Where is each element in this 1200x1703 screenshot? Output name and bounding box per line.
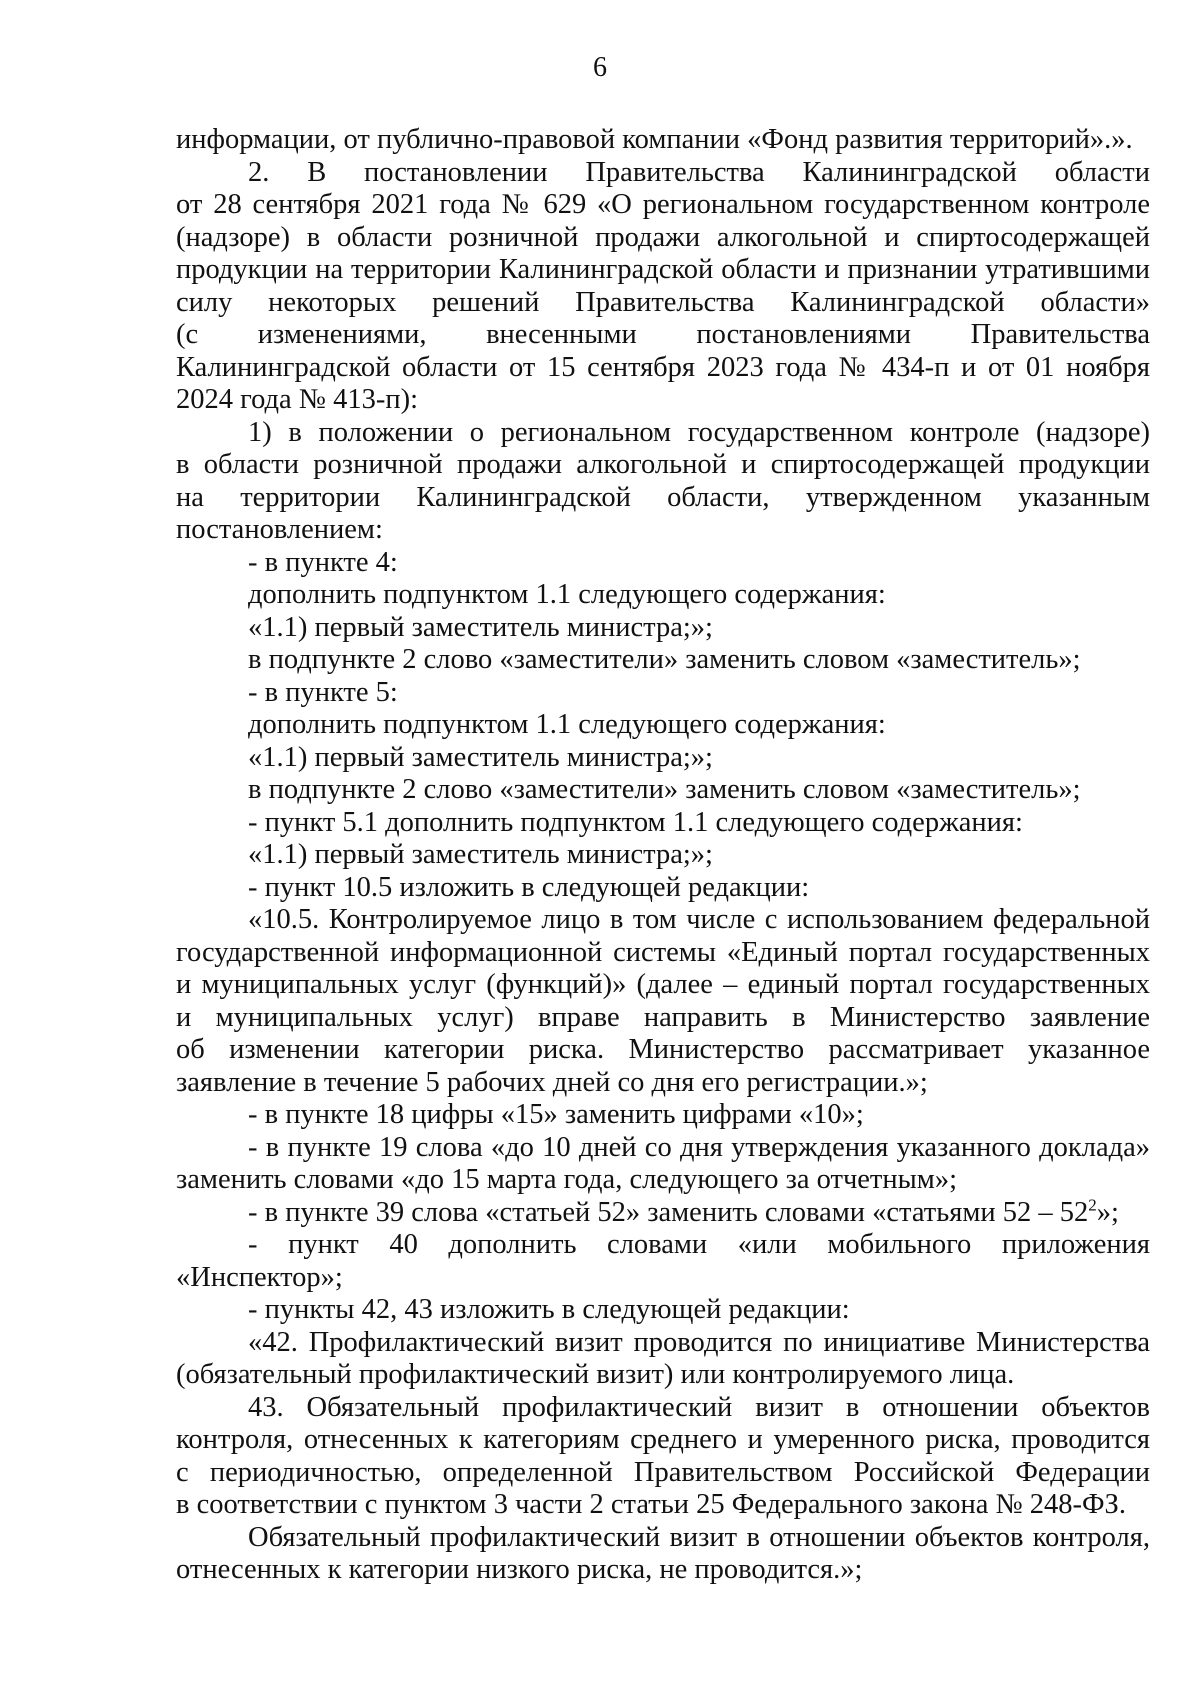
text-line: заменить словами «до 15 марта года, следующего за отчетным»; (176, 1164, 957, 1195)
text-line: - пункт 40 дополнить словами «или мобильного приложения (248, 1229, 1150, 1260)
text-line-with-superscript (176, 1197, 1150, 1230)
text-line: «1.1) первый заместитель министра;»; (248, 611, 713, 643)
text-line: постановлением: (176, 514, 383, 545)
text-line: в подпункте 2 слово «заместители» заменить словом «заместитель»; (248, 644, 1081, 675)
text-line: государственной информационной системы «Единый портал государственных (176, 936, 1150, 968)
text-line: 43. Обязательный профилактический визит в отношении объектов (248, 1391, 1150, 1423)
text-line: отнесенных к категории низкого риска, не проводится.»; (176, 1554, 863, 1585)
text-line: - в пункте 18 цифры «15» заменить цифрами «10»; (248, 1099, 864, 1130)
text-line: контроля, отнесенных к категориям среднего и умеренного риска, проводится (176, 1424, 1150, 1455)
text-line: 2. В постановлении Правительства Калининградской области (248, 156, 1150, 188)
text-segment: »; (1096, 1196, 1119, 1228)
text-line: в подпункте 2 слово «заместители» заменить словом «заместитель»; (248, 774, 1081, 805)
text-line: - в пункте 4: (248, 546, 398, 578)
text-line: Обязательный профилактический визит в отношении объектов контроля, (248, 1521, 1150, 1553)
text-line: 1) в положении о региональном государственном контроле (надзоре) (248, 416, 1150, 448)
text-line: и муниципальных услуг) вправе направить в Министерство заявление (176, 1001, 1150, 1033)
text-line: - пункт 10.5 изложить в следующей редакции: (248, 871, 810, 903)
text-line: продукции на территории Калининградской области и признании утратившими (176, 254, 1150, 285)
text-line: (надзоре) в области розничной продажи алкогольной и спиртосодержащей (176, 221, 1150, 253)
text-line: и муниципальных услуг (функций)» (далее – единый портал государственных (176, 969, 1150, 1000)
superscript: 2 (1088, 1195, 1097, 1214)
text-line: (обязательный профилактический визит) или контролируемого лица. (176, 1359, 1015, 1390)
text-line: - в пункте 5: (248, 676, 398, 708)
text-line: «1.1) первый заместитель министра;»; (248, 741, 713, 773)
document-body (176, 124, 1150, 1587)
text-line: силу некоторых решений Правительства Калининградской области» (176, 286, 1150, 318)
text-line: - пункты 42, 43 изложить в следующей редакции: (248, 1294, 850, 1325)
text-line: «Инспектор»; (176, 1261, 343, 1293)
text-line: - пункт 5.1 дополнить подпунктом 1.1 следующего содержания: (248, 806, 1023, 838)
text-line: дополнить подпунктом 1.1 следующего содержания: (248, 709, 886, 740)
text-line: с периодичностью, определенной Правительством Российской Федерации (176, 1456, 1150, 1488)
text-line: «42. Профилактический визит проводится по инициативе Министерства (248, 1326, 1150, 1358)
page-number: 6 (593, 52, 607, 83)
text-line: на территории Калининградской области, утвержденном указанным (176, 481, 1150, 513)
text-segment: - в пункте 39 слова «статьей 52» заменить словами «статьями 52 – 52 (248, 1196, 1089, 1228)
text-line: «1.1) первый заместитель министра;»; (248, 839, 713, 870)
text-line: от 28 сентября 2021 года № 629 «О региональном государственном контроле (176, 189, 1150, 220)
text-line: (с изменениями, внесенными постановлениями Правительства (176, 319, 1150, 350)
text-line: дополнить подпунктом 1.1 следующего содержания: (248, 579, 886, 610)
text-line: Калининградской области от 15 сентября 2023 года № 434-п и от 01 ноября (176, 351, 1150, 383)
text-line: информации, от публично-правовой компании «Фонд развития территорий».». (176, 124, 1133, 155)
text-line: в области розничной продажи алкогольной и спиртосодержащей продукции (176, 449, 1150, 480)
text-line: об изменении категории риска. Министерство рассматривает указанное (176, 1034, 1150, 1065)
text-line: 2024 года № 413-п): (176, 384, 419, 415)
text-line: «10.5. Контролируемое лицо в том числе с использованием федеральной (248, 904, 1150, 935)
text-line: в соответствии с пунктом 3 части 2 статьи 25 Федерального закона № 248-ФЗ. (176, 1489, 1126, 1520)
text-line: - в пункте 19 слова «до 10 дней со дня утверждения указанного доклада» (248, 1131, 1150, 1163)
text-line: заявление в течение 5 рабочих дней со дня его регистрации.»; (176, 1066, 928, 1098)
